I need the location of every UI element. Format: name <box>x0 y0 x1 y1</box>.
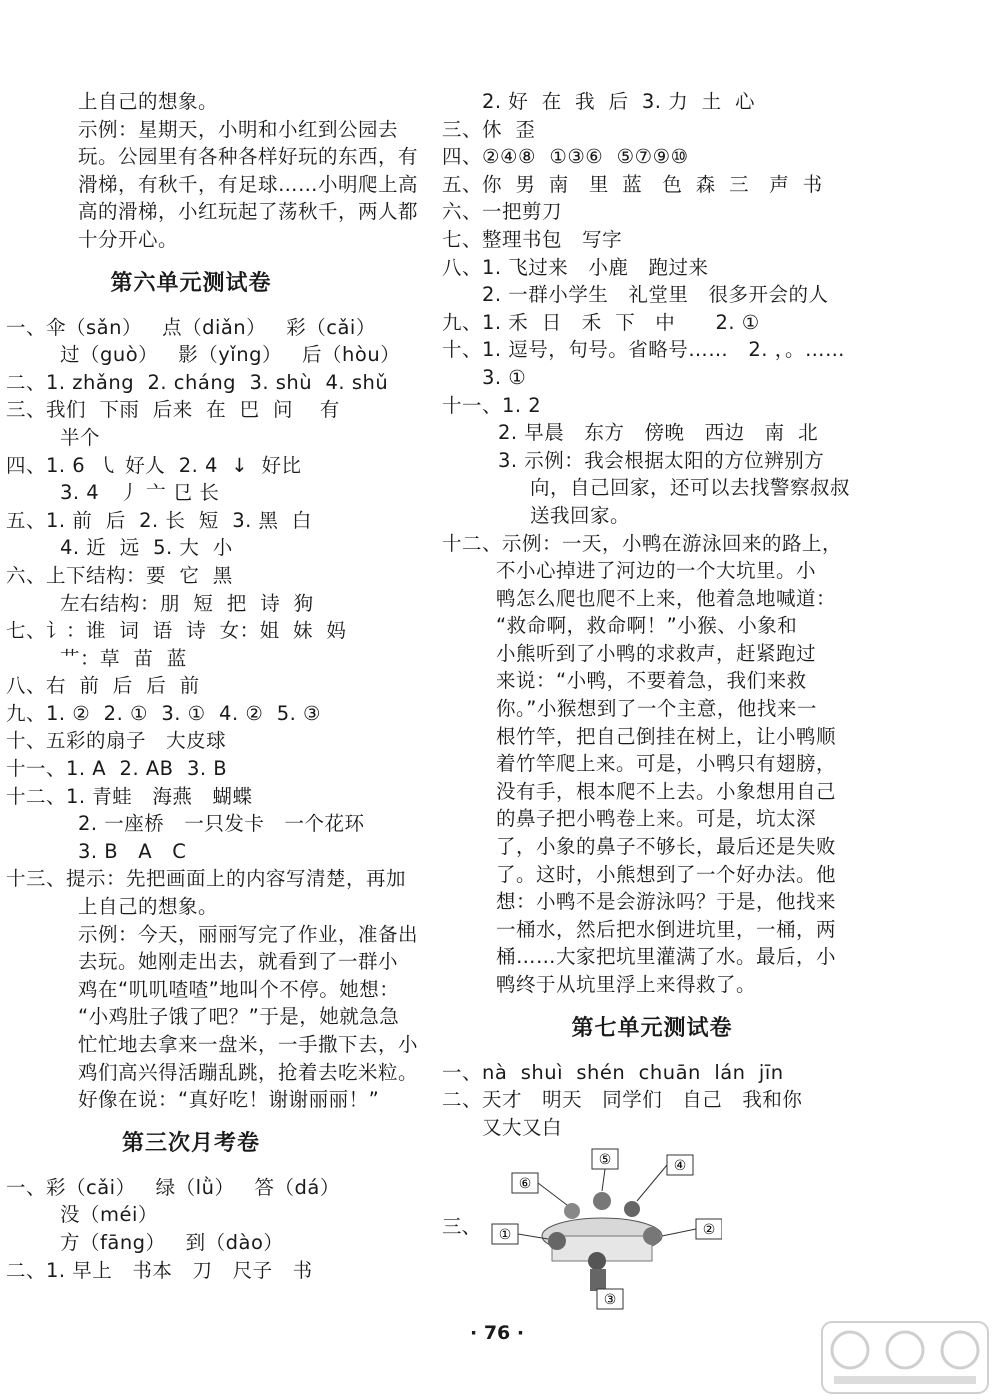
answer-line: 好像在说：“真好吃！谢谢丽丽！” <box>78 1088 380 1112</box>
unit6-title: 第六单元测试卷 <box>110 270 272 296</box>
answer-line: 四、1. 6 ㇂ 好人 2. 4 ↓ 好比 <box>6 453 302 477</box>
answer-line: 示例：星期天，小明和小红到公园去 <box>78 117 399 141</box>
label-2: ② <box>702 1222 716 1239</box>
figure-question-3 <box>442 1141 862 1311</box>
answer-line: 十二、示例：一天，小鸭在游泳回来的路上， <box>442 531 843 555</box>
answer-line: 左右结构：朋 短 把 诗 狗 <box>60 591 314 615</box>
person-head <box>548 1232 566 1250</box>
answer-line: 艹：草 苗 蓝 <box>60 646 187 670</box>
answer-line: 忙忙地去拿来一盘米，一手撒下去，小 <box>78 1033 419 1056</box>
answer-line: 了，小象的鼻子不够长，最后还是失败 <box>496 835 837 859</box>
answer-line: 不小心掉进了河边的一个大坑里。小 <box>496 559 817 583</box>
right-top-answers <box>442 88 862 999</box>
answer-line: 一、彩（cǎi） 绿（lǜ） 答（dá） <box>6 1175 340 1199</box>
answer-line: 2. 好 在 我 后 3. 力 土 心 <box>482 90 755 113</box>
answer-line: 想：小鸭不是会游泳吗？于是，他找来 <box>496 890 837 914</box>
answer-line: 一、nà shuì shén chuān lán jīn <box>442 1060 784 1084</box>
answer-line: 三、休 歪 <box>442 117 536 141</box>
leader-line <box>662 1229 696 1236</box>
person-head <box>643 1227 661 1245</box>
answer-line: 了。这时，小熊想到了一个好办法。他 <box>496 862 837 886</box>
figure-prefix: 三、 <box>442 1215 482 1239</box>
person-body <box>590 1269 606 1291</box>
answer-line: 十一、1. A 2. AB 3. B <box>6 757 228 781</box>
answer-line: 3. B A C <box>78 839 187 863</box>
answer-line: 十、1. 逗号，句号。省略号…… 2. ，。…… <box>442 338 845 362</box>
answer-line: 七、讠：谁 词 语 诗 女：姐 妹 妈 <box>6 619 347 643</box>
label-3: ③ <box>603 1292 617 1309</box>
answer-line: 你。”小猴想到了一个主意，他找来一 <box>496 697 817 721</box>
unit6-answers <box>6 314 436 1114</box>
answer-line: “小鸡肚子饿了吧？”于是，她就急急 <box>78 1005 400 1029</box>
answer-line: 五、1. 前 后 2. 长 短 3. 黑 白 <box>6 508 312 532</box>
answer-line: 二、1. 早上 书本 刀 尺子 书 <box>6 1258 313 1282</box>
dining-table-illustration <box>482 1141 722 1311</box>
answer-line: 玩。公园里有各种各样好玩的东西，有 <box>78 145 419 169</box>
person-head <box>588 1252 606 1270</box>
answer-line: 着竹竿爬上来。可是，小鸭只有翅膀， <box>496 752 837 776</box>
answer-line: 八、1. 飞过来 小鹿 跑过来 <box>442 255 709 279</box>
person-head <box>624 1201 640 1217</box>
unit7-answers <box>442 1059 862 1142</box>
answer-line: 半个 <box>60 425 101 449</box>
answer-line: 2. 早晨 东方 傍晚 西边 南 北 <box>498 421 819 445</box>
answer-line: 4. 近 远 5. 大 小 <box>60 536 233 560</box>
answer-line: 鸭怎么爬也爬不上来，他着急地喊道： <box>496 586 837 610</box>
answer-line: 八、右 前 后 后 前 <box>6 674 200 698</box>
answer-line: 高的滑梯，小红玩起了荡秋千，两人都 <box>78 200 419 224</box>
answer-line: 小熊听到了小鸭的求救声，赶紧跑过 <box>496 641 817 665</box>
unit7-title: 第七单元测试卷 <box>571 1015 733 1041</box>
leader-line <box>602 1169 605 1191</box>
answer-line: 六、一把剪刀 <box>442 200 563 224</box>
answer-line: 3. 4 丿 亠 㔾 长 <box>60 481 220 505</box>
answer-line: 送我回家。 <box>530 503 631 527</box>
answer-line: 一桶水，然后把水倒进坑里，一桶，两 <box>496 917 837 941</box>
answer-line: 十三、提示：先把画面上的内容写清楚，再加 <box>6 867 407 891</box>
page-number: · 76 · <box>470 1322 525 1344</box>
answer-line: 十二、1. 青蛙 海燕 蝴蝶 <box>6 784 253 808</box>
answer-line: 鸭终于从坑里浮上来得救了。 <box>496 973 757 996</box>
answer-line: 一、伞（sǎn） 点（diǎn） 彩（cǎi） <box>6 315 376 339</box>
answer-line: 示例：今天，丽丽写完了作业，准备出 <box>78 922 419 946</box>
answer-line: 的鼻子把小鸭卷上来。可是，坑太深 <box>496 807 817 831</box>
answer-line: 根竹竿，把自己倒挂在树上，让小鸭顺 <box>496 724 837 748</box>
answer-line: 六、上下结构：要 它 黑 <box>6 563 233 587</box>
answer-line: 五、你 男 南 里 蓝 色 森 三 声 书 <box>442 172 823 196</box>
answer-line: 2. 一座桥 一只发卡 一个花环 <box>78 812 365 836</box>
month3-answers <box>6 1174 436 1284</box>
label-1: ① <box>498 1227 512 1244</box>
answer-line: 向，自己回家，还可以去找警察叔叔 <box>530 476 851 500</box>
answer-line: 上自己的想象。 <box>78 895 219 919</box>
answer-line: 又大又白 <box>482 1115 563 1139</box>
answer-line: 方（fāng） 到（dào） <box>60 1230 284 1254</box>
answer-line: “救命啊，救命啊！”小猴、小象和 <box>496 614 798 638</box>
answer-line: 二、天才 明天 同学们 自己 我和你 <box>442 1088 803 1112</box>
month3-title: 第三次月考卷 <box>121 1130 260 1156</box>
answer-line: 四、②④⑧ ①③⑥ ⑤⑦⑨⑩ <box>442 145 689 169</box>
answer-line: 鸡在“叽叽喳喳”地叫个不停。她想： <box>78 977 400 1001</box>
answer-line: 三、我们 下雨 后来 在 巴 问 有 <box>6 398 340 422</box>
answer-line: 过（guò） 影（yǐng） 后（hòu） <box>60 343 401 367</box>
person-head <box>564 1203 580 1219</box>
answer-line: 十、五彩的扇子 大皮球 <box>6 729 227 753</box>
watermark-logo <box>820 1320 990 1395</box>
answer-line: 2. 一群小学生 礼堂里 很多开会的人 <box>482 283 829 307</box>
answer-line: 上自己的想象。 <box>78 90 219 113</box>
answer-line: 九、1. 禾 日 禾 下 中 2. ① <box>442 310 760 334</box>
answer-line: 去玩。她刚走出去，就看到了一群小 <box>78 950 399 974</box>
left-column <box>6 88 436 1284</box>
answer-line: 十分开心。 <box>78 227 179 251</box>
answer-line: 鸡们高兴得活蹦乱跳，抢着去吃米粒。 <box>78 1060 419 1084</box>
answer-line: 3. ① <box>482 365 527 389</box>
left-top-text <box>6 88 436 254</box>
answer-line: 滑梯，有秋千，有足球……小明爬上高 <box>78 172 419 196</box>
answer-line: 没有手，根本爬不上去。小象想用自己 <box>496 779 837 803</box>
label-6: ⑥ <box>518 1176 532 1193</box>
label-4: ④ <box>673 1158 687 1175</box>
leader-line <box>538 1183 567 1205</box>
answer-line: 桶……大家把坑里灌满了水。最后，小 <box>496 945 837 969</box>
answer-line: 十一、1. 2 <box>442 393 542 417</box>
right-column <box>442 88 862 1311</box>
leader-line <box>637 1165 667 1201</box>
answer-line: 没（méi） <box>60 1203 158 1227</box>
answer-line: 3. 示例：我会根据太阳的方位辨别方 <box>498 448 825 472</box>
answer-line: 七、整理书包 写字 <box>442 227 623 251</box>
label-5: ⑤ <box>598 1152 612 1169</box>
answer-line: 九、1. ② 2. ① 3. ① 4. ② 5. ③ <box>6 701 322 725</box>
person-head <box>593 1192 611 1210</box>
answer-line: 来说：“小鸭，不要着急，我们来救 <box>496 669 807 693</box>
answer-line: 二、1. zhǎng 2. cháng 3. shù 4. shǔ <box>6 370 389 394</box>
